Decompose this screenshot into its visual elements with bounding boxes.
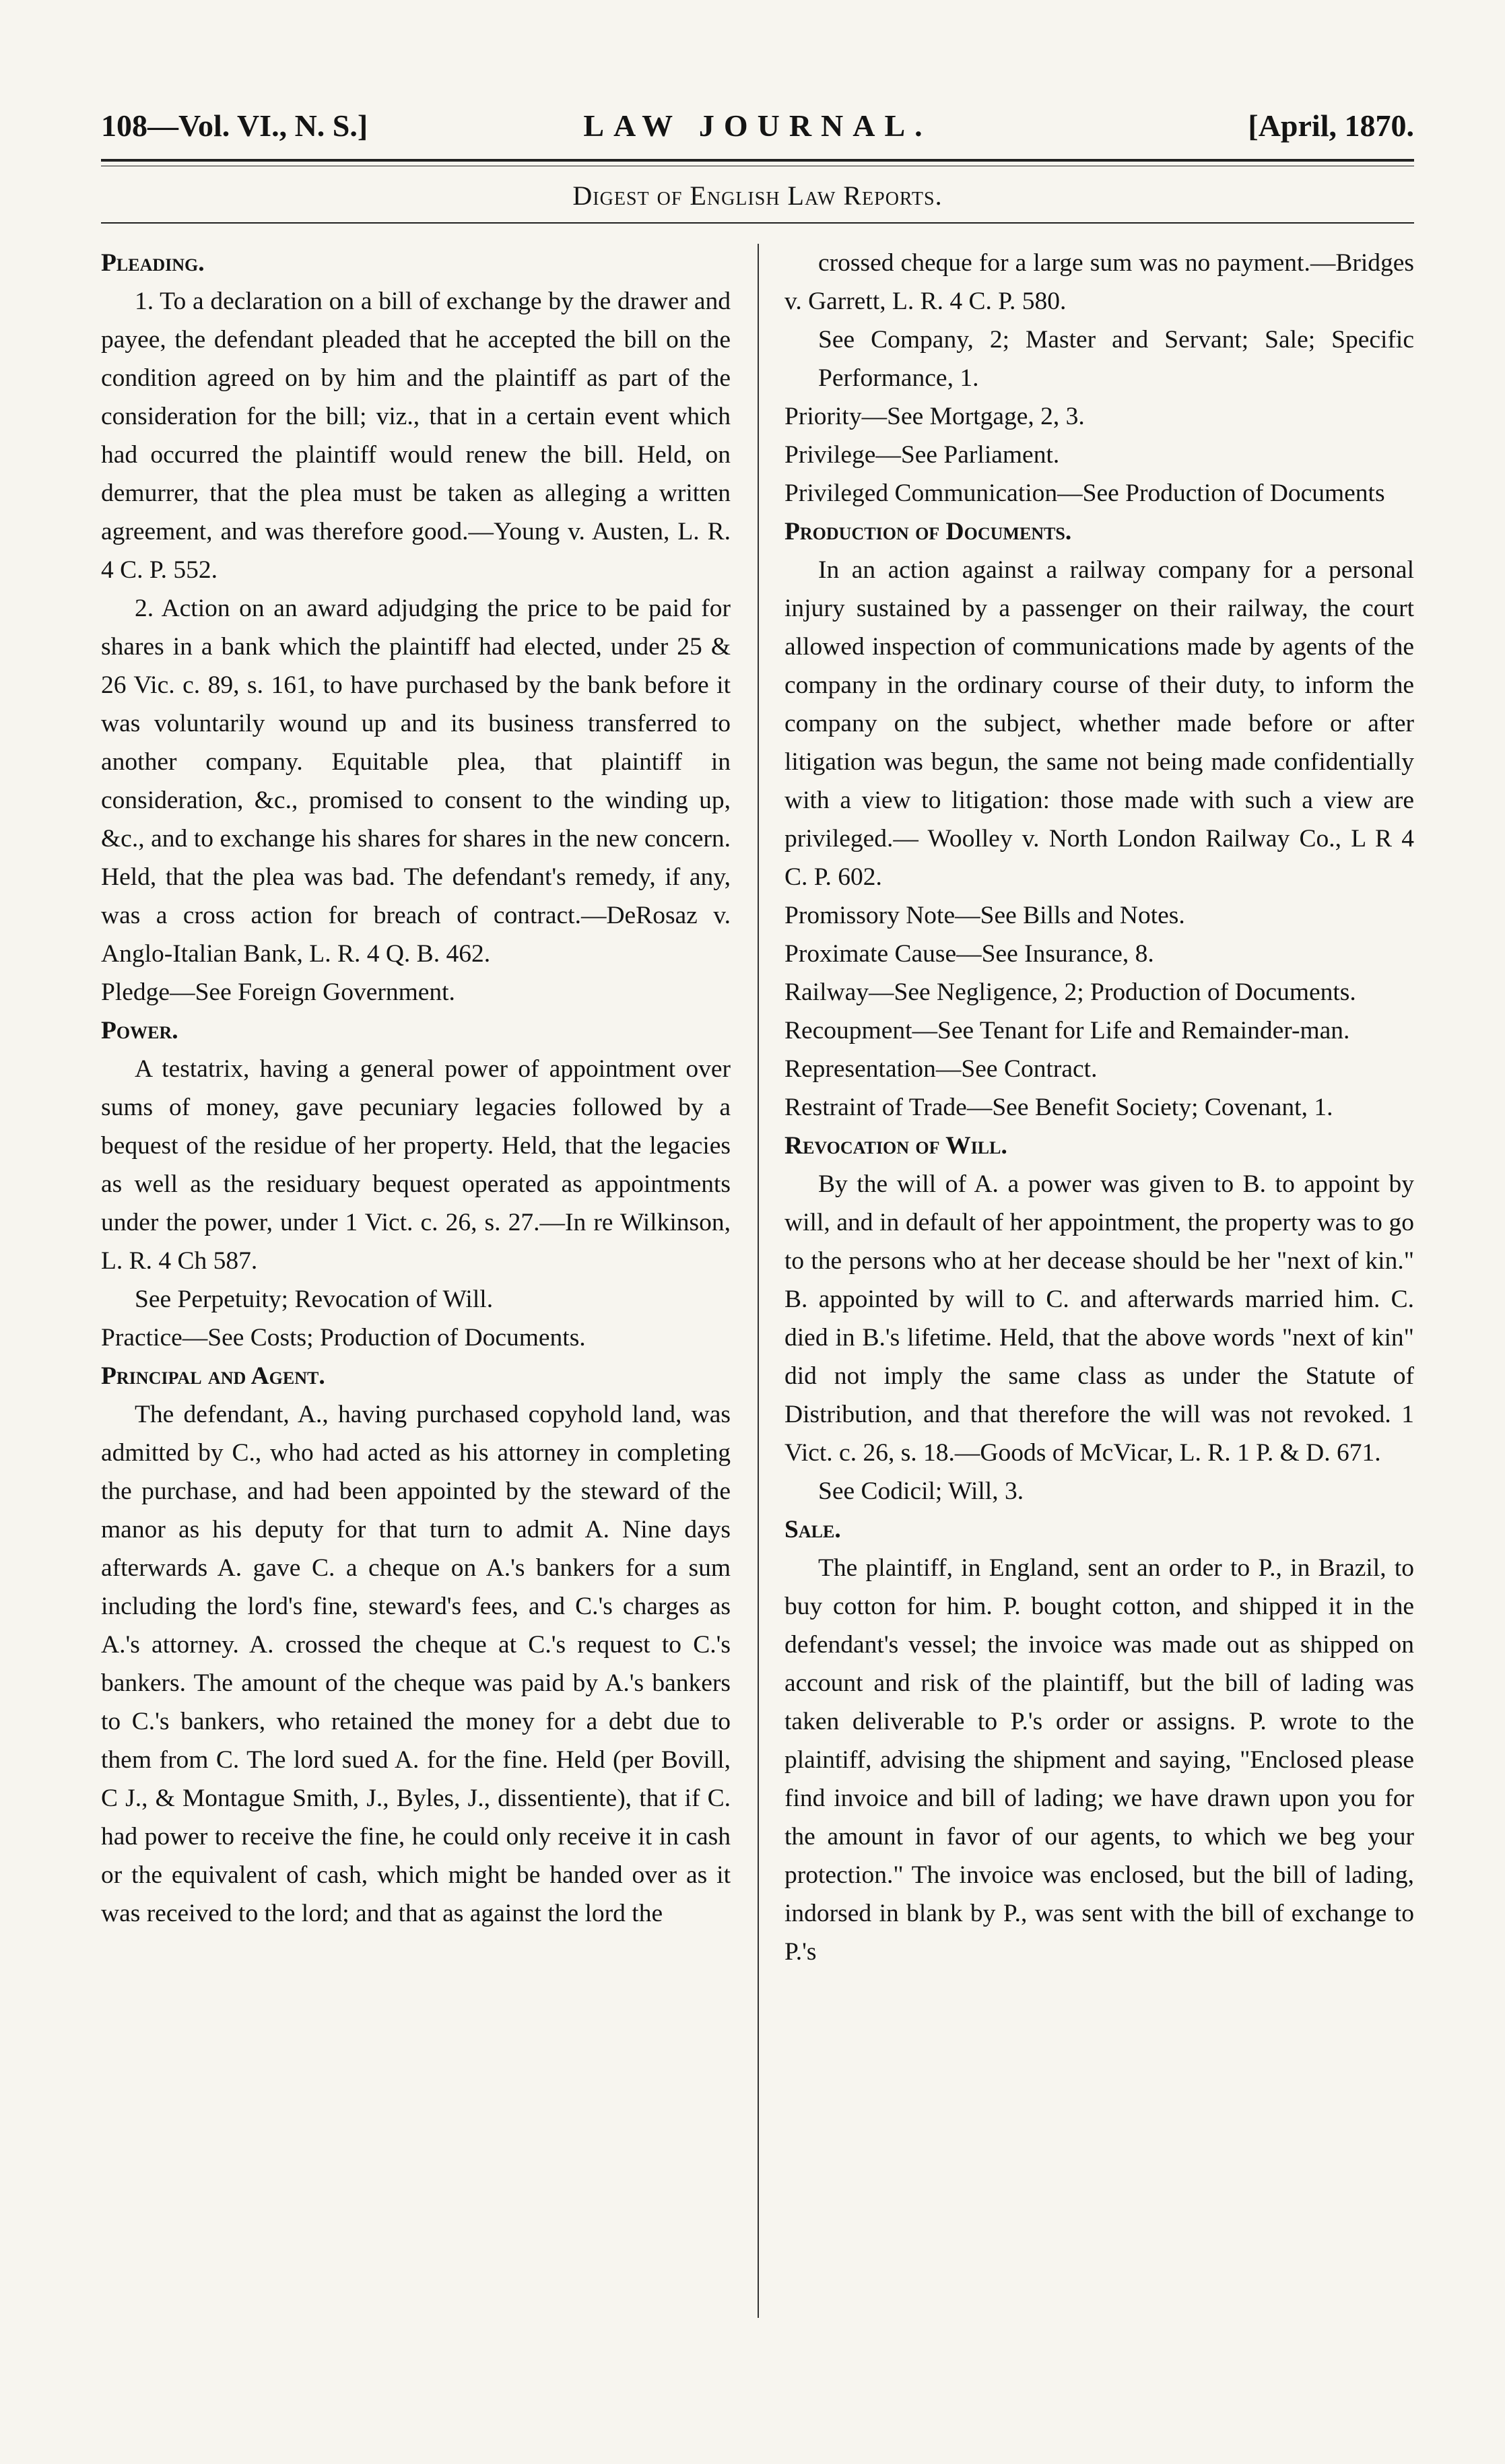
header-date: [April, 1870. [1248, 108, 1414, 143]
running-header [101, 101, 1414, 155]
left-column [101, 244, 731, 1971]
digest-heading: Production of Documents. [784, 518, 1072, 545]
digest-cross-reference: Practice—See Costs; Production of Documents. [101, 1324, 586, 1352]
header-volume: 108—Vol. VI., N. S.] [101, 108, 368, 143]
page [101, 101, 1414, 1971]
digest-cross-reference: Promissory Note—See Bills and Notes. [784, 902, 1185, 929]
digest-paragraph: 2. Action on an award adjudging the price to be paid for shares in a bank which the plaintiff had elected, under 25 & 26 Vic. c. 89, s. 161, to have purchased by the bank before it was voluntarily wound up and its business transferred to another company. Equitable plea, that plaintiff in consideration, &c., promised to consent to the winding up, &c., and to exchange his shares for shares in the new concern. Held, that the plea was bad. The defendant's remedy, if any, was a cross action for breach of contract.—DeRosaz v. Anglo-Italian Bank, L. R. 4 Q. B. 462. [101, 595, 731, 968]
two-column-body [101, 244, 1414, 1971]
digest-paragraph: The defendant, A., having purchased copyhold land, was admitted by C., who had acted as his attorney in completing the purchase, and had been appointed by the steward of the manor as his deputy for that turn to admit A. Nine days afterwards A. gave C. a cheque on A.'s bankers for a sum including the lord's fine, steward's fees, and C.'s charges as A.'s attorney. A. crossed the cheque at C.'s request to C.'s bankers. The amount of the cheque was paid by A.'s bankers to C.'s bankers, who retained the money for a debt due to them from C. The lord sued A. for the fine. Held (per Bovill, C J., & Montague Smith, J., Byles, J., dissentiente), that if C. had power to receive the fine, he could only receive it in cash or the equivalent of cash, which might be handed over as it was received to the lord; and that as against the lord the [101, 1401, 731, 1927]
header-rule-thick [101, 159, 1414, 162]
digest-paragraph: The plaintiff, in England, sent an order to P., in Brazil, to buy cotton for him. P. bought cotton, and shipped it in the defendant's vessel; the invoice was made out as shipped on account and risk of the plaintiff, but the bill of lading was taken deliverable to P.'s order or assigns. P. wrote to the plaintiff, advising the shipment and saying, "Enclosed please find invoice and bill of lading; we have drawn upon you for the amount in favor of our agents, to which we beg your protection." The invoice was enclosed, but the bill of lading, indorsed in blank by P., was sent with the bill of exchange to P.'s [784, 1554, 1414, 1966]
column-divider [758, 244, 759, 2318]
digest-cross-reference: Proximate Cause—See Insurance, 8. [784, 940, 1154, 968]
section-title: Digest of English Law Reports. [572, 180, 943, 211]
digest-heading: Revocation of Will. [784, 1132, 1007, 1160]
digest-cross-reference: Restraint of Trade—See Benefit Society; Covenant, 1. [784, 1094, 1333, 1121]
right-column [784, 244, 1414, 1971]
digest-paragraph-continued: crossed cheque for a large sum was no payment.—Bridges v. Garrett, L. R. 4 C. P. 580. [784, 249, 1414, 315]
digest-cross-reference: Privileged Communication—See Production of Documents [784, 479, 1385, 507]
digest-see-also: See Perpetuity; Revocation of Will. [135, 1286, 494, 1313]
digest-paragraph: By the will of A. a power was given to B. to appoint by will, and in default of her appointment, the property was to go to the persons who at her decease should be her "next of kin." B. appointed by will to C. and afterwards married him. C. died in B.'s lifetime. Held, that the above words "next of kin" did not imply the same class as under the Statute of Distribution, and that therefore the will was not revoked. 1 Vict. c. 26, s. 18.—Goods of McVicar, L. R. 1 P. & D. 671. [784, 1170, 1414, 1467]
digest-paragraph: 1. To a declaration on a bill of exchange by the drawer and payee, the defendant pleaded that he accepted the bill on the condition agreed on by him and the plaintiff as part of the consideration for the bill; viz., that in a certain event which had occurred the plaintiff would renew the bill. Held, on demurrer, that the plea must be taken as alleging a written agreement, and was therefore good.—Young v. Austen, L. R. 4 C. P. 552. [101, 288, 731, 584]
digest-heading: Principal and Agent. [101, 1362, 325, 1390]
digest-cross-reference: Pledge—See Foreign Government. [101, 978, 455, 1006]
digest-heading: Power. [101, 1017, 178, 1044]
digest-cross-reference: Priority—See Mortgage, 2, 3. [784, 403, 1085, 430]
digest-cross-reference: Railway—See Negligence, 2; Production of Documents. [784, 978, 1356, 1006]
digest-cross-reference: Recoupment—See Tenant for Life and Remainder-man. [784, 1017, 1350, 1044]
header-journal-title: LAW JOURNAL. [583, 108, 932, 143]
digest-see-also: See Codicil; Will, 3. [818, 1477, 1024, 1505]
digest-heading: Pleading. [101, 249, 205, 277]
digest-see-also: See Company, 2; Master and Servant; Sale; Specific Performance, 1. [818, 326, 1414, 392]
digest-paragraph: In an action against a railway company for a personal injury sustained by a passenger on their railway, the court allowed inspection of communications made by agents of the company in the ordinary course of their duty, to inform the company on the subject, whether made before or after litigation was begun, the same not being made confidentially with a view to litigation: those made with such a view are privileged.— Woolley v. North London Railway Co., L R 4 C. P. 602. [784, 556, 1414, 891]
digest-heading: Sale. [784, 1516, 841, 1543]
digest-cross-reference: Privilege—See Parliament. [784, 441, 1060, 469]
section-rule [101, 222, 1414, 224]
digest-paragraph: A testatrix, having a general power of appointment over sums of money, gave pecuniary legacies followed by a bequest of the residue of her property. Held, that the legacies as well as the residuary bequest operated as appointments under the power, under 1 Vict. c. 26, s. 27.—In re Wilkinson, L. R. 4 Ch 587. [101, 1055, 731, 1275]
digest-cross-reference: Representation—See Contract. [784, 1055, 1098, 1083]
